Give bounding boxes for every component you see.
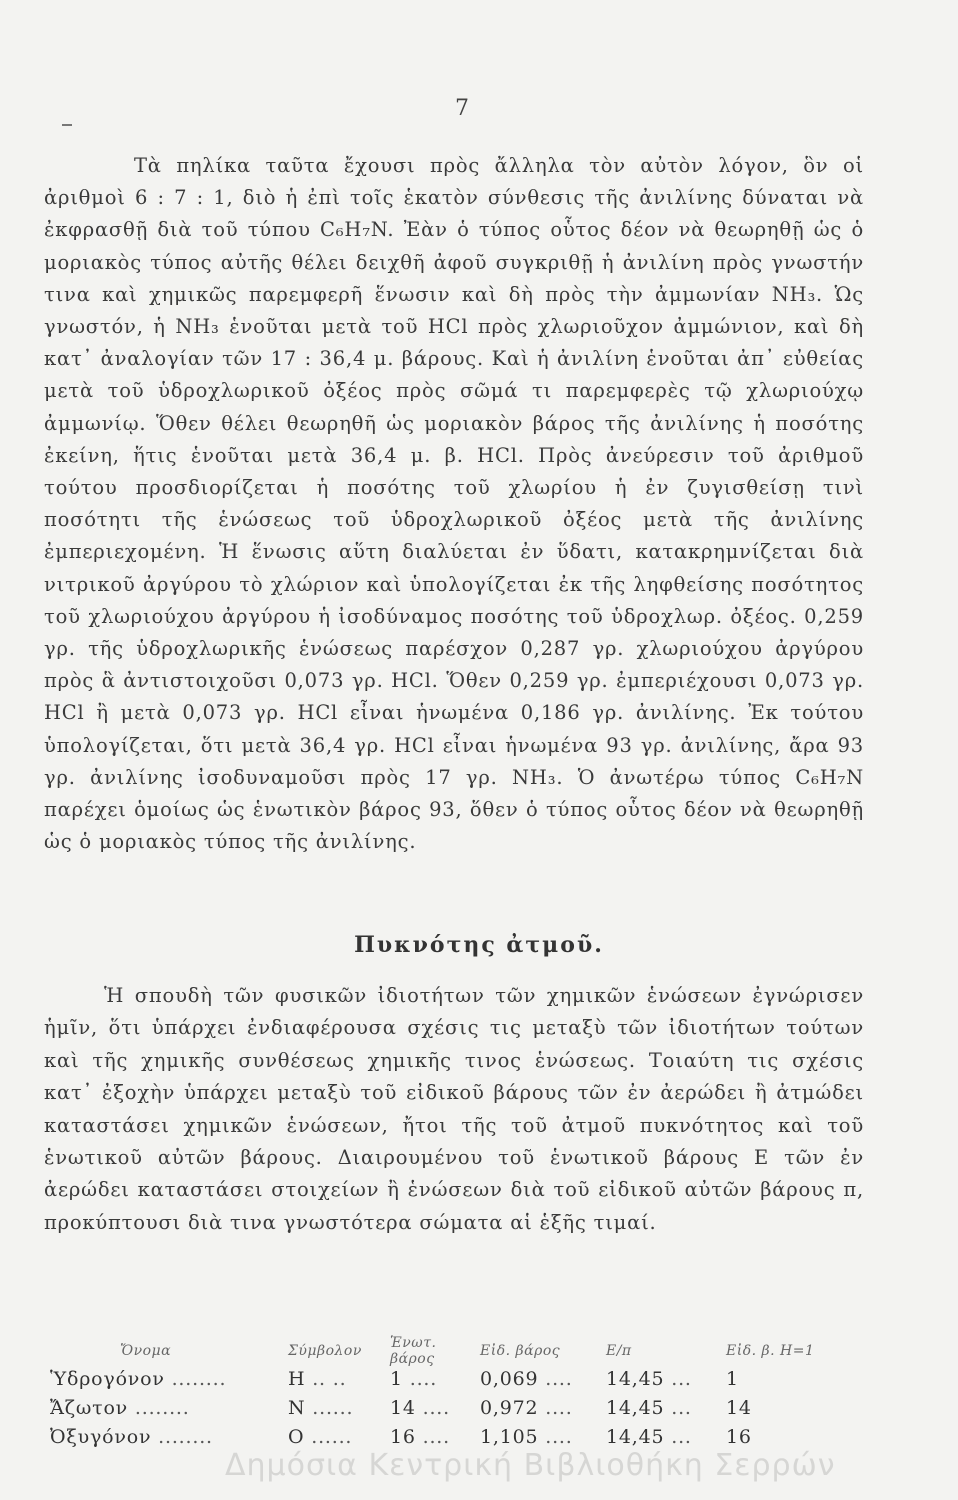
cell-symbol: N	[288, 1396, 306, 1419]
header-atomic-weight: Ἑνωτ. βάρος	[390, 1335, 437, 1367]
values-table	[50, 1335, 840, 1451]
cell-specific: 0,069	[480, 1367, 539, 1390]
main-text	[44, 150, 864, 858]
cell-name: Ὑδρογόνον	[50, 1367, 165, 1390]
cell-specific: 1,105	[480, 1425, 539, 1448]
cell-specific: 0,972	[480, 1396, 539, 1419]
table-row: Ὑδρογόνον ........ H .. .. 1 .... 0,069 .... 14,45 ... 1	[50, 1367, 739, 1390]
header-relative: Εἰδ. β. H=1	[726, 1343, 815, 1359]
cell-ratio: 14,45	[606, 1396, 665, 1419]
paragraph-aniline-formula: Τὰ πηλίκα ταῦτα ἔχουσι πρὸς ἄλληλα τὸν αὐτὸν λόγον, ὃν οἱ ἀριθμοὶ 6 : 7 : 1, διὸ ἡ ἐπὶ τοῖς ἑκατὸν σύνθεσις τῆς ἀνιλίνης δύναται νὰ ἐκφρασθῇ διὰ τοῦ τύπου C₆H₇N. Ἐὰν ὁ τύπος οὗτος δέον νὰ θεωρηθῇ ὡς ὁ μοριακὸς τύπος αὐτῆς θέλει δειχθῆ ἀφοῦ συγκριθῇ ἡ ἀνιλίνη πρὸς γνωστήν τινα καὶ χημικῶς παρεμφερῆ ἕνωσιν καὶ δὴ πρὸς τὴν ἀμμωνίαν NH₃. Ὡς γνωστόν, ἡ NH₃ ἑνοῦται μετὰ τοῦ HCl πρὸς χλωριοῦχον ἀμμώνιον, καὶ δὴ κατ᾽ ἀναλογίαν τῶν 17 : 36,4 μ. βάρους. Καὶ ἡ ἀνιλίνη ἑνοῦται ἀπ᾽ εὐθείας μετὰ τοῦ ὑδροχλωρικοῦ ὀξέος πρὸς σῶμά τι παρεμφερὲς τῷ χλωριούχῳ ἀμμωνίῳ. Ὅθεν θέλει θεωρηθῆ ὡς μοριακὸν βάρος τῆς ἀνιλίνης ἡ ποσότης ἐκείνη, ἥτις ἑνοῦται μετὰ 36,4 μ. β. HCl. Πρὸς ἀνεύρεσιν τοῦ ἀριθμοῦ τούτου προσδιορίζεται ἡ ποσότης τοῦ χλωρίου ἡ ἐν ζυγισθείσῃ τινὶ ποσότητι τῆς ἑνώσεως τοῦ ὑδροχλωρικοῦ ὀξέος μετὰ τῆς ἀνιλίνης ἐμπεριεχομένη. Ἡ ἕνωσις αὕτη διαλύεται ἐν ὕδατι, κατακρημνίζεται διὰ νιτρικοῦ ἀργύρου τὸ χλώριον καὶ ὑπολογίζεται ἐκ τῆς ληφθείσης ποσότητος τοῦ χλωριούχου ἀργύρου ἡ ἰσοδύναμος ποσότης τοῦ ὑδροχλωρ. ὀξέος. 0,259 γρ. τῆς ὑδροχλωρικῆς ἑνώσεως παρέσχον 0,287 γρ. χλωριούχου ἀργύρου πρὸς ἃ ἀντιστοιχοῦσι 0,073 γρ. HCl. Ὅθεν 0,259 γρ. ἐμπεριέχουσι 0,073 γρ. HCl ἢ μετὰ 0,073 γρ. HCl εἶναι ἡνωμένα 0,186 γρ. ἀνιλίνης. Ἐκ τούτου ὑπολογίζεται, ὅτι μετὰ 36,4 γρ. HCl εἶναι ἡνωμένα 93 γρ. ἀνιλίνης, ἄρα 93 γρ. ἀνιλίνης ἰσοδυναμοῦσι πρὸς 17 γρ. NH₃. Ὁ ἀνωτέρω τύπος C₆H₇N παρέχει ὁμοίως ὡς ἑνωτικὸν βάρος 93, ὅθεν ὁ τύπος οὗτος δέον νὰ θεωρηθῇ ὡς ὁ μοριακὸς τύπος τῆς ἀνιλίνης.	[44, 154, 864, 854]
cell-relative: 14	[726, 1396, 752, 1419]
paragraph-vapor-density: Ἡ σπουδὴ τῶν φυσικῶν ἰδιοτήτων τῶν χημικῶν ἑνώσεων ἐγνώρισεν ἡμῖν, ὅτι ὑπάρχει ἐνδιαφέρουσα σχέσις τις μεταξὺ τῶν ἰδιοτήτων τούτων καὶ τῆς χημικῆς συνθέσεως χημικῆς τινος ἑνώσεως. Τοιαύτη τις σχέσις κατ᾽ ἐξοχὴν ὑπάρχει μεταξὺ τοῦ εἰδικοῦ βάρους τῶν ἐν ἀερώδει ἢ ἀτμώδει καταστάσει χημικῶν ἑνώσεων, ἤτοι τῆς τοῦ ἀτμοῦ πυκνότητος καὶ τοῦ ἑνωτικοῦ αὐτῶν βάρους. Διαιρουμένου τοῦ ἑνωτικοῦ βάρους E τῶν ἐν ἀερώδει καταστάσει στοιχείων ἢ ἑνώσεων διὰ τοῦ εἰδικοῦ αὐτῶν βάρους π, προκύπτουσι διὰ τινα γνωστότερα σώματα αἱ ἑξῆς τιμαί.	[44, 984, 864, 1234]
header-ratio: E/π	[606, 1343, 632, 1359]
table-row: Ἄζωτον ........ N ...... 14 .... 0,972 .... 14,45 ... 14	[50, 1396, 752, 1419]
cell-symbol: O	[288, 1425, 305, 1448]
cell-name: Ὀξυγόνον	[50, 1425, 152, 1448]
cell-name: Ἄζωτον	[50, 1396, 129, 1419]
cell-relative: 1	[726, 1367, 739, 1390]
section-heading: Πυκνότης ἀτμοῦ.	[354, 932, 604, 958]
table-row: Ὀξυγόνον ........ O ...... 16 .... 1,105 .... 14,45 ... 16	[50, 1425, 752, 1448]
cell-atomic: 1	[390, 1367, 403, 1390]
cell-atomic: 16	[390, 1425, 416, 1448]
library-watermark: Δημόσια Κεντρική Βιβλιοθήκη Σερρών	[225, 1448, 836, 1483]
cell-atomic: 14	[390, 1396, 416, 1419]
cell-relative: 16	[726, 1425, 752, 1448]
header-symbol: Σύμβολον	[288, 1343, 362, 1359]
page-number: 7	[455, 96, 469, 121]
table-header	[50, 1335, 840, 1367]
cell-ratio: 14,45	[606, 1367, 665, 1390]
header-specific-weight: Εἰδ. βάρος	[480, 1343, 561, 1359]
cell-ratio: 14,45	[606, 1425, 665, 1448]
header-name: Ὄνομα	[120, 1343, 172, 1359]
cell-symbol: H	[288, 1367, 306, 1390]
margin-mark	[62, 124, 72, 126]
